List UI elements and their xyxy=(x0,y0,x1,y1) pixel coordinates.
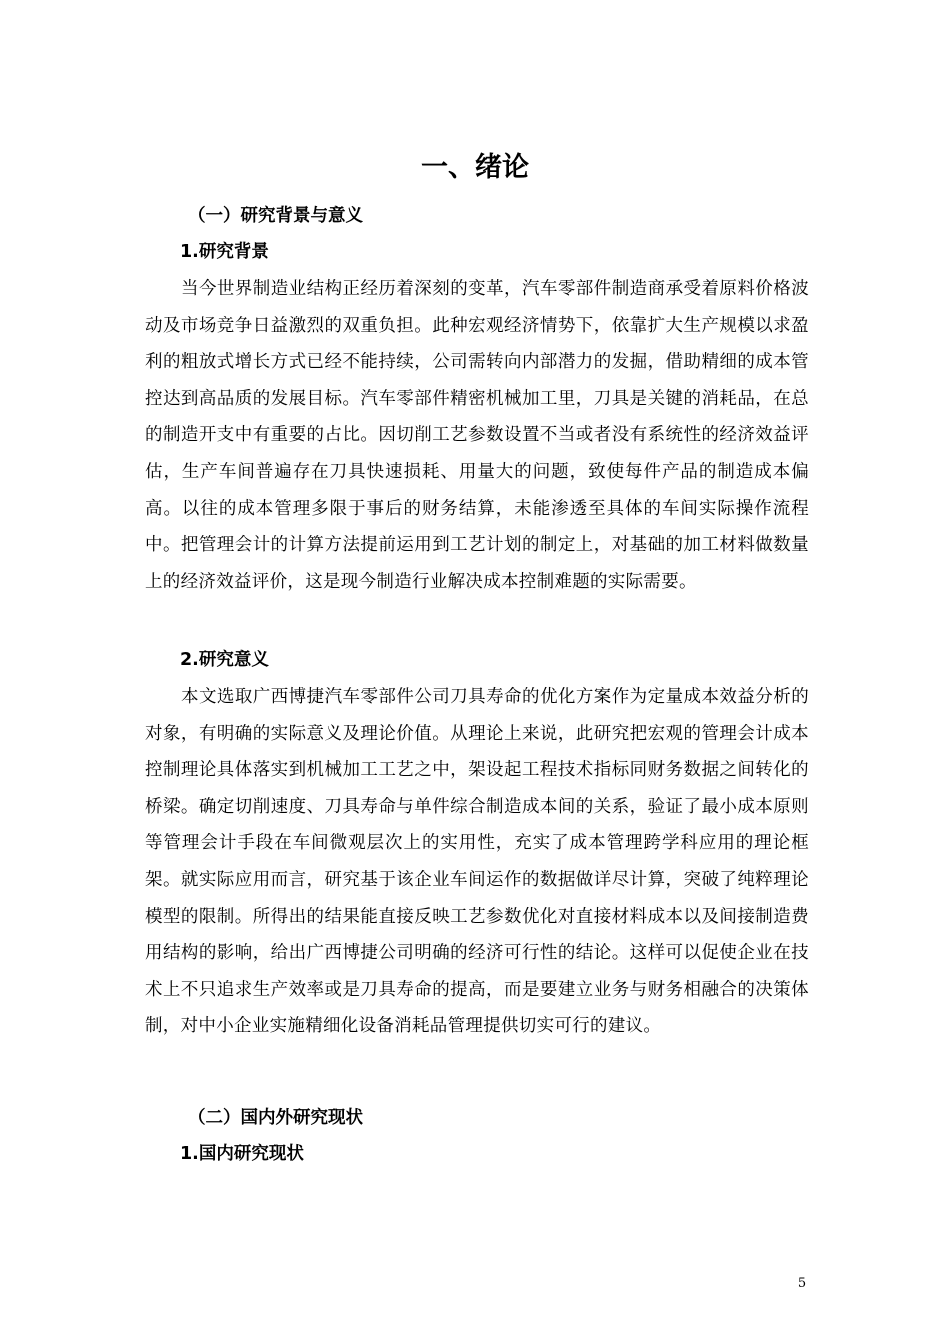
paragraph-research-background: 当今世界制造业结构正经历着深刻的变革，汽车零部件制造商承受着原料价格波动及市场竞争日益激烈的双重负担。此种宏观经济情势下，依靠扩大生产规模以求盈利的粗放式增长方式已经不能持续，公司需转向内部潜力的发掘，借助精细的成本管控达到高品质的发展目标。汽车零部件精密机械加工里，刀具是关键的消耗品，在总的制造开支中有重要的占比。因切削工艺参数设置不当或者没有系统性的经济效益评估，生产车间普遍存在刀具快速损耗、用量大的问题，致使每件产品的制造成本偏高。以往的成本管理多限于事后的财务结算，未能渗透至具体的车间实际操作流程中。把管理会计的计算方法提前运用到工艺计划的制定上，对基础的加工材料做数量上的经济效益评价，这是现今制造行业解决成本控制难题的实际需要。 xyxy=(145,279,809,592)
chapter-title: 一、绪论 xyxy=(421,152,529,183)
subsection-heading-research-background: 1.研究背景 xyxy=(180,242,269,262)
page-number: 5 xyxy=(797,1276,807,1291)
subsection-heading-domestic-research: 1.国内研究现状 xyxy=(180,1144,304,1164)
section-heading-research-background-significance: （一）研究背景与意义 xyxy=(188,206,363,226)
subsection-heading-research-significance: 2.研究意义 xyxy=(180,650,269,670)
section-heading-research-status: （二）国内外研究现状 xyxy=(188,1108,363,1128)
paragraph-research-significance: 本文选取广西博捷汽车零部件公司刀具寿命的优化方案作为定量成本效益分析的对象，有明确的实际意义及理论价值。从理论上来说，此研究把宏观的管理会计成本控制理论具体落实到机械加工工艺之中，架设起工程技术指标同财务数据之间转化的桥梁。确定切削速度、刀具寿命与单件综合制造成本间的关系，验证了最小成本原则等管理会计手段在车间微观层次上的实用性，充实了成本管理跨学科应用的理论框架。就实际应用而言，研究基于该企业车间运作的数据做详尽计算，突破了纯粹理论模型的限制。所得出的结果能直接反映工艺参数优化对直接材料成本以及间接制造费用结构的影响，给出广西博捷公司明确的经济可行性的结论。这样可以促使企业在技术上不只追求生产效率或是刀具寿命的提高，而是要建立业务与财务相融合的决策体制，对中小企业实施精细化设备消耗品管理提供切实可行的建议。 xyxy=(145,687,809,1037)
